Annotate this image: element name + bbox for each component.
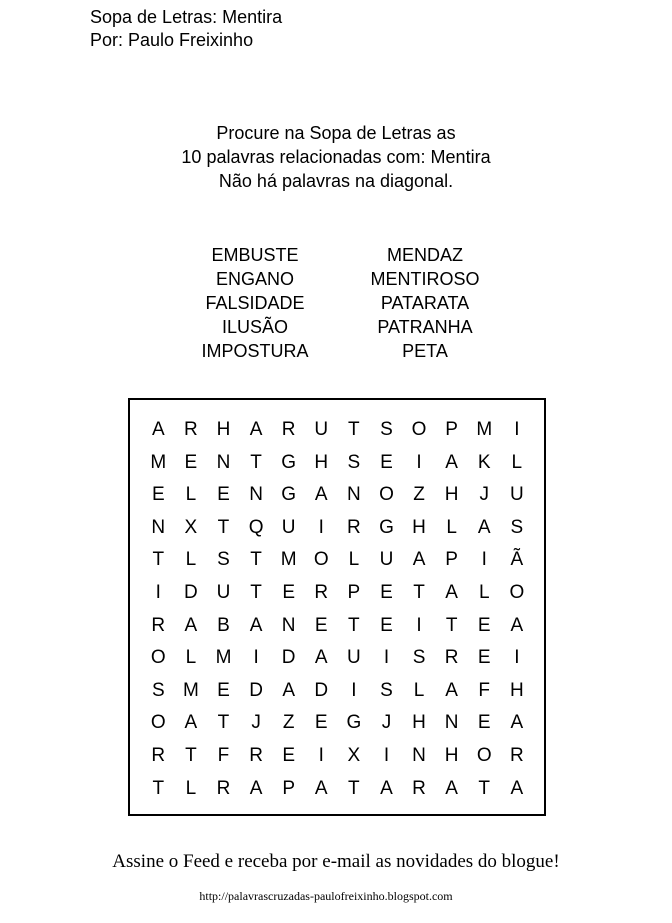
grid-cell: E — [282, 581, 296, 603]
grid-cell: R — [314, 581, 329, 603]
grid-cell: N — [216, 451, 231, 473]
word-item: ENGANO — [215, 269, 294, 289]
grid-cell: S — [217, 549, 230, 571]
grid-cell: I — [514, 647, 520, 669]
grid-cell: E — [217, 679, 230, 701]
grid-cell: L — [478, 581, 490, 603]
subscribe-text: Assine o Feed e receba por e-mail as novidades do blogue! — [112, 851, 560, 872]
grid-cell: A — [445, 777, 458, 799]
grid-cell: M — [476, 419, 493, 440]
blog-url: http://palavrascruzadas-paulofreixinho.blogspot.com — [199, 889, 453, 903]
grid-cell: J — [251, 712, 261, 734]
grid-cell: H — [412, 712, 426, 734]
grid-cell: O — [379, 484, 394, 506]
grid-cell: A — [445, 679, 458, 701]
grid-cell: D — [184, 581, 198, 603]
grid-cell: P — [445, 419, 458, 440]
grid-cell: R — [412, 777, 426, 799]
grid-cell: E — [380, 451, 393, 473]
grid-cell: A — [249, 777, 263, 799]
grid-cell: U — [216, 581, 231, 603]
grid-cell: I — [416, 451, 422, 473]
grid-cell: E — [314, 712, 328, 734]
grid-cell: T — [152, 777, 165, 799]
grid-cell: H — [412, 516, 426, 538]
grid-cell: N — [444, 712, 459, 734]
grid-cell: U — [509, 484, 524, 506]
grid-cell: U — [314, 419, 329, 440]
grid-cell: O — [150, 647, 166, 669]
grid-cell: P — [445, 549, 458, 571]
grid-cell: A — [282, 679, 296, 701]
grid-cell: S — [380, 679, 393, 701]
grid-cell: E — [477, 712, 491, 734]
grid-cell: L — [185, 647, 197, 669]
grid-cell: S — [412, 647, 426, 669]
instruction-line-3: Não há palavras na diagonal. — [218, 171, 454, 191]
grid-cell: K — [477, 451, 491, 473]
word-item: MENDAZ — [387, 245, 463, 265]
grid-cell: T — [348, 777, 360, 799]
grid-cell: N — [249, 484, 263, 506]
grid-cell: A — [314, 777, 328, 799]
word-item: IMPOSTURA — [201, 341, 309, 361]
grid-cell: S — [510, 516, 524, 538]
grid-cell: L — [511, 451, 523, 473]
grid-cell: A — [184, 614, 198, 636]
grid-cell: Z — [282, 712, 295, 734]
grid-cell: M — [182, 679, 199, 701]
grid-cell: F — [478, 679, 491, 701]
grid-cell: A — [445, 451, 458, 473]
grid-cell: T — [348, 614, 360, 636]
grid-cell: S — [347, 451, 361, 473]
grid-cell: A — [314, 647, 328, 669]
word-list-left — [175, 243, 335, 363]
grid-cell: A — [412, 549, 426, 571]
grid-cell: S — [151, 679, 165, 701]
grid-cell: A — [477, 516, 491, 538]
grid-cell: R — [151, 744, 166, 766]
grid-cell: L — [413, 679, 425, 701]
grid-cell: E — [282, 744, 296, 766]
grid-cell: L — [185, 777, 197, 799]
grid-cell: T — [413, 581, 425, 603]
grid-cell: I — [351, 679, 357, 701]
grid-cell: L — [185, 549, 197, 571]
letter-grid-box — [128, 398, 546, 816]
grid-cell: N — [151, 516, 166, 538]
grid-cell: H — [509, 679, 524, 701]
puzzle-header — [90, 6, 282, 52]
grid-cell: A — [151, 419, 165, 440]
grid-cell: G — [346, 712, 362, 734]
grid-cell: T — [185, 744, 197, 766]
grid-cell: I — [514, 419, 520, 440]
grid-cell: I — [383, 744, 390, 766]
grid-cell: S — [380, 419, 393, 440]
grid-cell: I — [416, 614, 422, 636]
grid-cell: N — [346, 484, 361, 506]
word-item: ILUSÃO — [221, 317, 289, 337]
grid-cell: U — [379, 549, 394, 571]
instructions — [0, 121, 672, 193]
grid-cell: D — [281, 647, 296, 669]
grid-cell: T — [445, 614, 458, 636]
grid-cell: E — [184, 451, 198, 473]
word-item: MENTIROSO — [370, 269, 480, 289]
grid-cell: N — [281, 614, 296, 636]
grid-cell: A — [380, 777, 393, 799]
grid-cell: L — [348, 549, 360, 571]
grid-cell: E — [477, 614, 491, 636]
grid-cell: A — [249, 419, 263, 440]
grid-cell: M — [215, 647, 232, 669]
grid-cell: T — [217, 516, 230, 538]
grid-cell: U — [346, 647, 361, 669]
grid-cell: E — [217, 484, 230, 506]
instruction-line-2: 10 palavras relacionadas com: Mentira — [181, 147, 491, 167]
grid-cell: L — [185, 484, 197, 506]
grid-cell: R — [184, 419, 198, 440]
grid-cell: I — [155, 581, 161, 603]
grid-cell: A — [249, 614, 263, 636]
grid-cell: N — [412, 744, 426, 766]
grid-cell: F — [217, 744, 230, 766]
grid-cell: J — [381, 712, 392, 734]
grid-cell: E — [380, 581, 393, 603]
grid-cell: G — [281, 451, 297, 473]
grid-cell: E — [477, 647, 491, 669]
grid-cell: R — [151, 614, 166, 636]
grid-cell: R — [346, 516, 361, 538]
grid-cell: D — [314, 679, 329, 701]
grid-cell: T — [250, 549, 262, 571]
grid-cell: A — [510, 614, 524, 636]
grid-cell: R — [281, 419, 296, 440]
grid-cell: G — [281, 484, 297, 506]
grid-cell: Z — [413, 484, 425, 506]
grid-cell: T — [478, 777, 491, 799]
grid-cell: H — [444, 484, 459, 506]
grid-cell: E — [380, 614, 393, 636]
grid-cell: T — [250, 451, 262, 473]
grid-cell: J — [479, 484, 489, 506]
grid-cell: U — [281, 516, 296, 538]
grid-cell: I — [318, 516, 324, 538]
grid-cell: H — [216, 419, 231, 440]
grid-cell: A — [445, 581, 458, 603]
puzzle-title: Sopa de Letras: Mentira — [90, 7, 283, 27]
instruction-line-1: Procure na Sopa de Letras as — [216, 123, 456, 143]
grid-cell: A — [184, 712, 198, 734]
grid-cell: B — [217, 614, 230, 636]
word-item: PATARATA — [380, 293, 470, 313]
grid-cell: T — [217, 712, 230, 734]
word-item: EMBUSTE — [211, 245, 299, 265]
word-item: PETA — [402, 341, 448, 361]
grid-cell: O — [313, 549, 329, 571]
grid-cell: R — [249, 744, 263, 766]
word-item: PATRANHA — [377, 317, 473, 337]
grid-cell: O — [509, 581, 525, 603]
word-list-right — [345, 243, 505, 363]
letter-grid — [142, 418, 533, 809]
grid-cell: X — [184, 516, 198, 538]
grid-cell: H — [444, 744, 459, 766]
grid-cell: P — [282, 777, 296, 799]
grid-cell: A — [314, 484, 328, 506]
grid-cell: A — [510, 777, 524, 799]
grid-cell: O — [476, 744, 492, 766]
grid-cell: D — [249, 679, 263, 701]
puzzle-author: Por: Paulo Freixinho — [90, 30, 254, 50]
grid-cell: T — [152, 549, 165, 571]
grid-cell: Ã — [510, 549, 524, 571]
grid-cell: X — [347, 744, 361, 766]
grid-cell: M — [150, 451, 167, 473]
grid-cell: L — [446, 516, 457, 538]
word-item: FALSIDADE — [205, 293, 305, 313]
grid-cell: O — [411, 419, 427, 440]
grid-cell: T — [250, 581, 262, 603]
grid-cell: R — [216, 777, 231, 799]
grid-cell: I — [253, 647, 259, 669]
grid-cell: P — [347, 581, 361, 603]
grid-cell: Q — [248, 516, 264, 538]
grid-cell: R — [509, 744, 524, 766]
grid-cell: I — [383, 647, 390, 669]
grid-cell: T — [348, 419, 360, 440]
grid-cell: A — [510, 712, 524, 734]
grid-cell: G — [379, 516, 394, 538]
grid-cell: R — [444, 647, 459, 669]
grid-cell: M — [280, 549, 297, 571]
grid-cell: O — [150, 712, 166, 734]
grid-cell: I — [318, 744, 324, 766]
grid-cell: I — [481, 549, 487, 571]
grid-cell: H — [314, 451, 329, 473]
grid-cell: E — [314, 614, 328, 636]
grid-cell: E — [151, 484, 165, 506]
